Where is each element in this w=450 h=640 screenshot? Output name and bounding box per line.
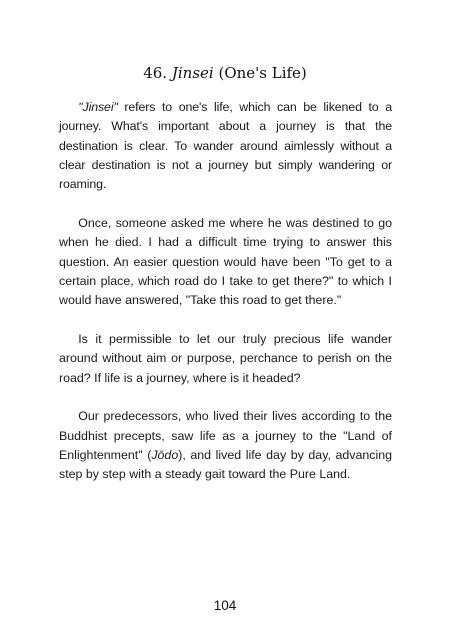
body-text [59, 98, 392, 485]
chapter-heading [0, 64, 450, 82]
paragraph-4-text-after: ), and lived life day by day, advancing step by step with a steady gait toward the Pure Land. [59, 447, 393, 482]
page-number: 104 [213, 598, 237, 613]
paragraph-4 [59, 407, 392, 484]
chapter-number: 46. [143, 64, 168, 82]
paragraph-1 [59, 98, 392, 194]
chapter-translation: (One's Life) [218, 64, 307, 82]
chapter-term: Jinsei [171, 64, 214, 82]
paragraph-3: Is it permissible to let our truly precious life wander around without aim or purpose, perchance to perish on the road? If life is a journey, where is it headed? [59, 331, 392, 385]
paragraph-2: Once, someone asked me where he was destined to go when he died. I had a difficult time trying to answer this question. An easier question would have been "To get to a certain place, which road do I take to get there?" to which I would have answered, "Take this road to get there." [59, 215, 392, 308]
paragraph-4-term: Jōdo [151, 447, 179, 462]
paragraph-1-term: "Jinsei" [78, 100, 118, 114]
paragraph-1-text: refers to one's life, which can be likened to a journey. What's important about a journey is that the destination is clear. To wander around aimlessly without a clear destination is not a journey but simply wandering or roaming. [59, 100, 392, 192]
paragraph-4-text-before: Our predecessors, who lived their lives according to the Buddhist precepts, saw life as a journey to the "Land of Enlightenment" ( [59, 409, 392, 462]
